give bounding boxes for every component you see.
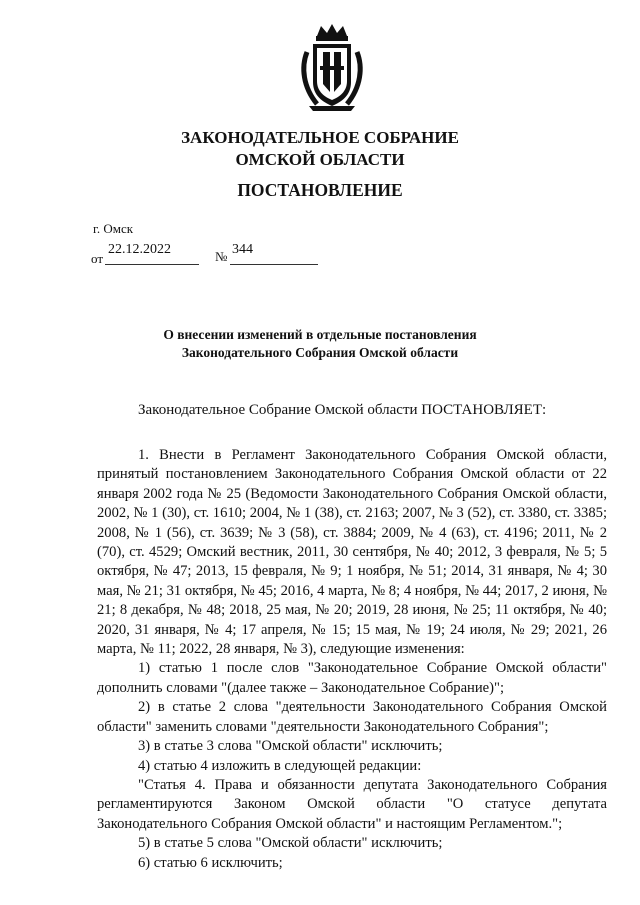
organization-name-line1: ЗАКОНОДАТЕЛЬНОЕ СОБРАНИЕ	[181, 128, 459, 147]
number-sign-label: №	[215, 249, 228, 264]
date-number-row	[91, 242, 331, 266]
date-underline	[105, 264, 199, 265]
list-item: 1) статью 1 после слов "Законодательное Собрание Омской области" дополнить словами "(далее также – Законодательное Собрание)";	[97, 660, 607, 696]
list-item: 5) в статье 5 слова "Омской области" исключить;	[138, 835, 443, 852]
omsk-oblast-coat-of-arms-emblem	[299, 22, 365, 112]
preamble: Законодательное Собрание Омской области ПОСТАНОВЛЯЕТ:	[138, 402, 547, 418]
clause-1: 1. Внести в Регламент Законодательного Собрания Омской области, принятый постановлением Законодательного Собрания Омской области от 22 января 2002 года № 25 (Ведомости Законодательного Собрания Омской области, 2002, № 1 (30), ст. 1610; 2004, № 1 (38), ст. 2163; 2007, № 3 (52), ст. 3380, ст. 3385; 2008, № 1 (56), ст. 3639; № 3 (58), ст. 3884; 2009, № 4 (63), ст. 4196; 2011, № 2 (70), ст. 4529; Омский вестник, 2011, 30 сентября, № 40; 2012, 3 февраля, № 5; 5 октября, № 47; 2013, 15 февраля, № 9; 1 ноября, № 51; 2014, 31 января, № 4; 30 мая, № 21; 31 октября, № 45; 2016, 4 марта, № 8; 4 ноября, № 44; 2017, 2 июня, № 21; 8 декабря, № 48; 2018, 25 мая, № 20; 2019, 28 июня, № 25; 11 октября, № 40; 2020, 31 января, № 4; 17 апреля, № 15; 15 мая, № 19; 24 июля, № 29; 2021, 26 марта, № 11; 2022, 28 января, № 3), следующие изменения:	[97, 447, 607, 658]
subject-line1: О внесении изменений в отдельные постановления	[163, 327, 477, 342]
list-item: 2) в статье 2 слова "деятельности Законодательного Собрания Омской области" заменить словами "деятельности Законодательного Собрания";	[97, 699, 607, 735]
document-number: 344	[232, 242, 253, 257]
quoted-article-4: "Статья 4. Права и обязанности депутата Законодательного Собрания регламентируются Законом Омской области "О статусе депутата Законодательного Собрания Омской области" и настоящим Регламентом.";	[97, 776, 607, 832]
number-underline	[230, 264, 318, 265]
document-body	[97, 446, 607, 873]
document-type: ПОСТАНОВЛЕНИЕ	[237, 180, 403, 200]
subject-line2: Законодательного Собрания Омской области	[181, 345, 459, 360]
city-label: г. Омск	[93, 221, 134, 236]
list-item: 4) статью 4 изложить в следующей редакции:	[138, 757, 422, 774]
list-item: 3) в статье 3 слова "Омской области" исключить;	[138, 738, 443, 755]
document-date: 22.12.2022	[108, 242, 171, 257]
list-item: 6) статью 6 исключить;	[138, 854, 283, 871]
organization-name-line2: ОМСКОЙ ОБЛАСТИ	[235, 150, 405, 169]
date-prefix-label: от	[91, 251, 104, 266]
